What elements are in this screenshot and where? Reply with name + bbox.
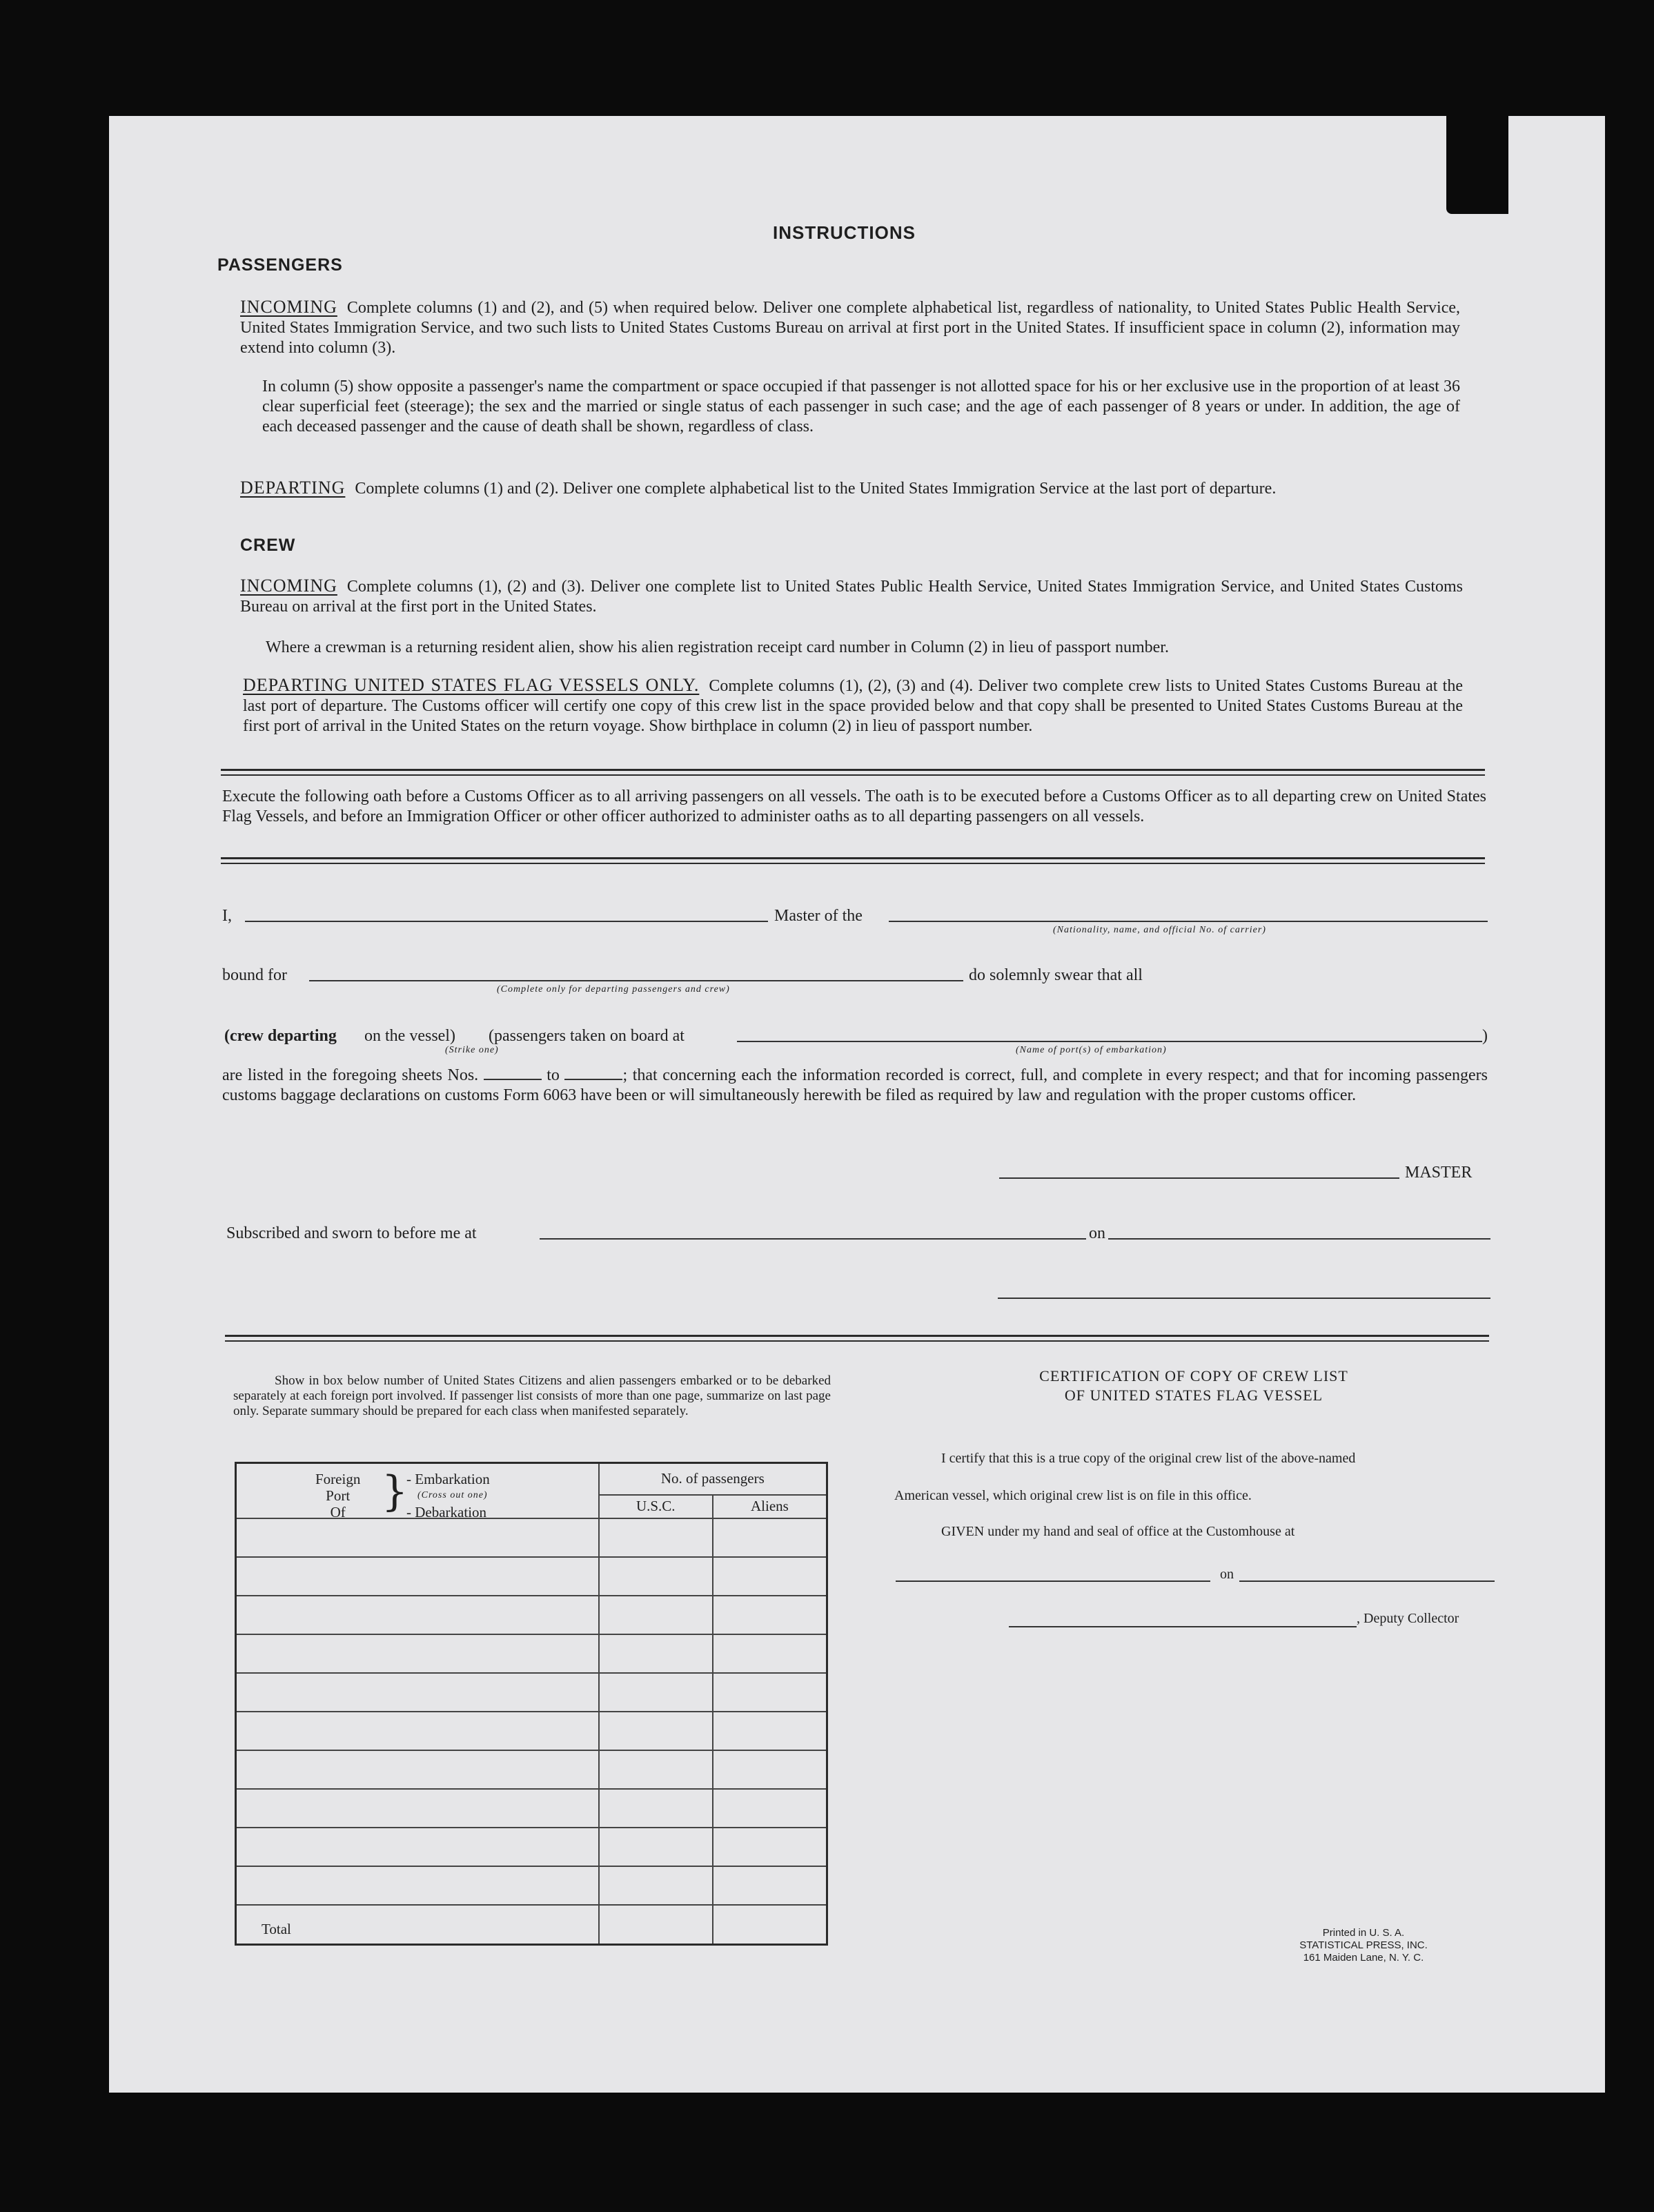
port-cell[interactable] (236, 1866, 599, 1905)
given-line: GIVEN under my hand and seal of office at the Customhouse at (941, 1524, 1295, 1539)
passengers-departing-paragraph (240, 478, 1460, 499)
aliens-cell[interactable] (713, 1518, 827, 1557)
close-paren: ) (1482, 1027, 1488, 1045)
swear-label: do solemnly swear that all (969, 966, 1143, 984)
usc-cell[interactable] (599, 1596, 713, 1634)
passengers-incoming-text: Complete columns (1) and (2), and (5) when required below. Deliver one complete alphabetical list, regardless of nationality, to United States Public Health Service, United States Immigration Service, and two such lists to United States Customs Bureau on arrival at first port in the United States. If insufficient space in column (2), information may extend into column (3). (240, 299, 1460, 357)
strike-caption: (Strike one) (445, 1045, 499, 1055)
statement-rest: ; that concerning each the information recorded is correct, full, and complete in every respect; and that for incoming passengers customs baggage declarations on customs Form 6063 have been or will simultaneously herewith be filed as required by law and regulation with the proper customs officer. (222, 1066, 1488, 1104)
usc-cell[interactable] (599, 1518, 713, 1557)
table-row (236, 1518, 827, 1557)
bound-for-caption: (Complete only for departing passengers and crew) (497, 984, 730, 995)
crew-incoming-paragraph (240, 576, 1463, 617)
carrier-field[interactable] (889, 921, 1488, 922)
passengers-column5-paragraph: In column (5) show opposite a passenger's name the compartment or space occupied if that passenger is not allotted space for his or her exclusive use in the proportion of at least 36 clear superficial feet (steerage); the sex and the married or single status of each passenger in such case; and the age of each passenger of 8 years or under. In addition, the age of each deceased passenger and the cause of death shall be shown, regardless of class. (262, 378, 1460, 435)
aliens-cell[interactable] (713, 1750, 827, 1789)
certification-title-line1: CERTIFICATION OF COPY OF CREW LIST (1039, 1367, 1348, 1384)
foreign-port-of-1: Foreign (315, 1471, 361, 1487)
embarkation-ports-field[interactable] (737, 1041, 1482, 1042)
crew-departing-text: Complete columns (1), (2), (3) and (4). Deliver two complete crew lists to United States Customs Bureau at the last port of departure. The Customs officer will certify one copy of this crew list in the space provided below and that copy shall be presented to United States Customs Bureau at the first port of arrival in the United States on the return voyage. Show birthplace in column (2) in lieu of passport number. (243, 677, 1463, 735)
aliens-header: Aliens (713, 1495, 827, 1518)
aliens-cell[interactable] (713, 1634, 827, 1673)
master-label: MASTER (1405, 1164, 1473, 1182)
usc-cell[interactable] (599, 1866, 713, 1905)
passengers-departing-label: DEPARTING (240, 478, 346, 498)
master-signature-field[interactable] (999, 1177, 1399, 1179)
no-of-passengers-header: No. of passengers (599, 1463, 827, 1495)
total-label: Total (236, 1905, 599, 1945)
table-row (236, 1712, 827, 1750)
divider-3 (225, 1335, 1489, 1337)
table-row (236, 1596, 827, 1634)
sworn-date-field[interactable] (1108, 1238, 1490, 1240)
on-vessel-label: on the vessel) (364, 1027, 455, 1045)
table-row (236, 1828, 827, 1866)
cert-on-label: on (1220, 1567, 1234, 1582)
port-cell[interactable] (236, 1596, 599, 1634)
cert-date-field[interactable] (1239, 1580, 1495, 1582)
cross-out-caption: (Cross out one) (417, 1490, 488, 1500)
table-row (236, 1673, 827, 1712)
printer-imprint (1274, 1927, 1453, 1964)
foreign-port-of-2: Port (326, 1487, 351, 1504)
crew-incoming-text: Complete columns (1), (2) and (3). Deliver one complete list to United States Public Health Service, United States Immigration Service, and United States Customs Bureau on arrival at the first port in the United States. (240, 578, 1463, 616)
summary-instructions: Show in box below number of United States Citizens and alien passengers embarked or to be debarked separately at each foreign port involved. If passenger list consists of more than one page, summarize on last page only. Separate summary should be prepared for each class when manifested separately. (233, 1373, 831, 1418)
certify-line2: American vessel, which original crew list is on file in this office. (894, 1488, 1252, 1503)
aliens-cell[interactable] (713, 1673, 827, 1712)
subscribed-label: Subscribed and sworn to before me at (226, 1224, 477, 1242)
table-row (236, 1750, 827, 1789)
table-row (236, 1557, 827, 1596)
sworn-place-field[interactable] (540, 1238, 1086, 1240)
torn-corner (1446, 110, 1508, 214)
divider-2b (221, 863, 1485, 864)
sheets-statement (222, 1066, 1488, 1106)
crew-departing-option: (crew departing (224, 1027, 337, 1045)
carrier-caption: (Nationality, name, and official No. of carrier) (1053, 925, 1266, 935)
total-row (236, 1905, 827, 1945)
foreign-port-header (236, 1463, 599, 1518)
bound-for-field[interactable] (309, 980, 963, 981)
divider-1b (221, 774, 1485, 776)
passengers-taken-label: (passengers taken on board at (489, 1027, 685, 1045)
port-cell[interactable] (236, 1712, 599, 1750)
sworn-on-label: on (1089, 1224, 1105, 1242)
oath-i-label: I, (222, 907, 232, 925)
sheets-label: are listed in the foregoing sheets Nos. (222, 1066, 479, 1084)
aliens-cell[interactable] (713, 1596, 827, 1634)
aliens-cell[interactable] (713, 1828, 827, 1866)
oath-notice: Execute the following oath before a Customs Officer as to all arriving passengers on all vessels. The oath is to be executed before a Customs Officer as to all departing crew on United States Flag Vessels, and before an Immigration Officer or other officer authorized to administer oaths as to all departing passengers on all vessels. (222, 787, 1486, 825)
port-cell[interactable] (236, 1828, 599, 1866)
bound-for-label: bound for (222, 966, 287, 984)
sheet-from-field[interactable] (484, 1069, 542, 1080)
port-cell[interactable] (236, 1673, 599, 1712)
passengers-incoming-label: INCOMING (240, 297, 337, 317)
printer-line1: Printed in U. S. A. (1322, 1927, 1405, 1939)
embarkation-label[interactable]: - Embarkation (406, 1471, 490, 1487)
master-of-label: Master of the (774, 907, 863, 925)
deputy-collector-label: , Deputy Collector (1357, 1611, 1459, 1626)
crew-departing-label: DEPARTING UNITED STATES FLAG VESSELS ONLY. (243, 675, 700, 695)
usc-cell[interactable] (599, 1789, 713, 1828)
instructions-title: INSTRUCTIONS (773, 222, 916, 243)
foreign-port-label (315, 1471, 360, 1520)
divider-3b (225, 1340, 1489, 1342)
printer-line2: STATISTICAL PRESS, INC. (1299, 1939, 1428, 1951)
passengers-incoming-paragraph (240, 297, 1460, 358)
aliens-cell[interactable] (713, 1557, 827, 1596)
usc-cell[interactable] (599, 1828, 713, 1866)
port-cell[interactable] (236, 1789, 599, 1828)
usc-cell[interactable] (599, 1673, 713, 1712)
master-name-field[interactable] (245, 921, 768, 922)
table-row (236, 1866, 827, 1905)
sheets-to-label: to (547, 1066, 560, 1084)
table-row (236, 1789, 827, 1828)
ports-caption: (Name of port(s) of embarkation) (1016, 1045, 1167, 1055)
printer-line3: 161 Maiden Lane, N. Y. C. (1303, 1952, 1424, 1964)
crew-departing-paragraph (243, 675, 1463, 736)
aliens-cell[interactable] (713, 1789, 827, 1828)
divider-2 (221, 857, 1485, 859)
port-cell[interactable] (236, 1750, 599, 1789)
deputy-signature-field[interactable] (1009, 1626, 1357, 1627)
usc-cell[interactable] (599, 1712, 713, 1750)
certification-title (897, 1367, 1490, 1405)
port-cell[interactable] (236, 1634, 599, 1673)
port-cell[interactable] (236, 1518, 599, 1557)
divider-1 (221, 769, 1485, 771)
customhouse-field[interactable] (896, 1580, 1210, 1582)
aliens-total-cell[interactable] (713, 1905, 827, 1945)
passengers-heading: PASSENGERS (217, 255, 343, 275)
table-row (236, 1634, 827, 1673)
usc-total-cell[interactable] (599, 1905, 713, 1945)
crew-resident-paragraph: Where a crewman is a returning resident alien, show his alien registration receipt card number in Column (2) in lieu of passport number. (266, 638, 1169, 656)
usc-cell[interactable] (599, 1557, 713, 1596)
port-cell[interactable] (236, 1557, 599, 1596)
certification-title-line2: OF UNITED STATES FLAG VESSEL (1064, 1387, 1323, 1404)
certify-line1: I certify that this is a true copy of the original crew list of the above-named (941, 1451, 1356, 1466)
brace-icon: } (382, 1467, 408, 1516)
passenger-summary-table (235, 1462, 828, 1946)
aliens-cell[interactable] (713, 1712, 827, 1750)
passengers-departing-text: Complete columns (1) and (2). Deliver one complete alphabetical list to the United States Immigration Service at the last port of departure. (355, 480, 1277, 498)
usc-header: U.S.C. (599, 1495, 713, 1518)
debarkation-label[interactable]: - Debarkation (406, 1504, 487, 1520)
officer-signature-field[interactable] (998, 1298, 1490, 1299)
usc-cell[interactable] (599, 1634, 713, 1673)
aliens-cell[interactable] (713, 1866, 827, 1905)
crew-heading: CREW (240, 536, 296, 555)
crew-incoming-label: INCOMING (240, 576, 337, 596)
sheet-to-field[interactable] (564, 1069, 622, 1080)
usc-cell[interactable] (599, 1750, 713, 1789)
foreign-port-of-3: Of (330, 1504, 346, 1520)
